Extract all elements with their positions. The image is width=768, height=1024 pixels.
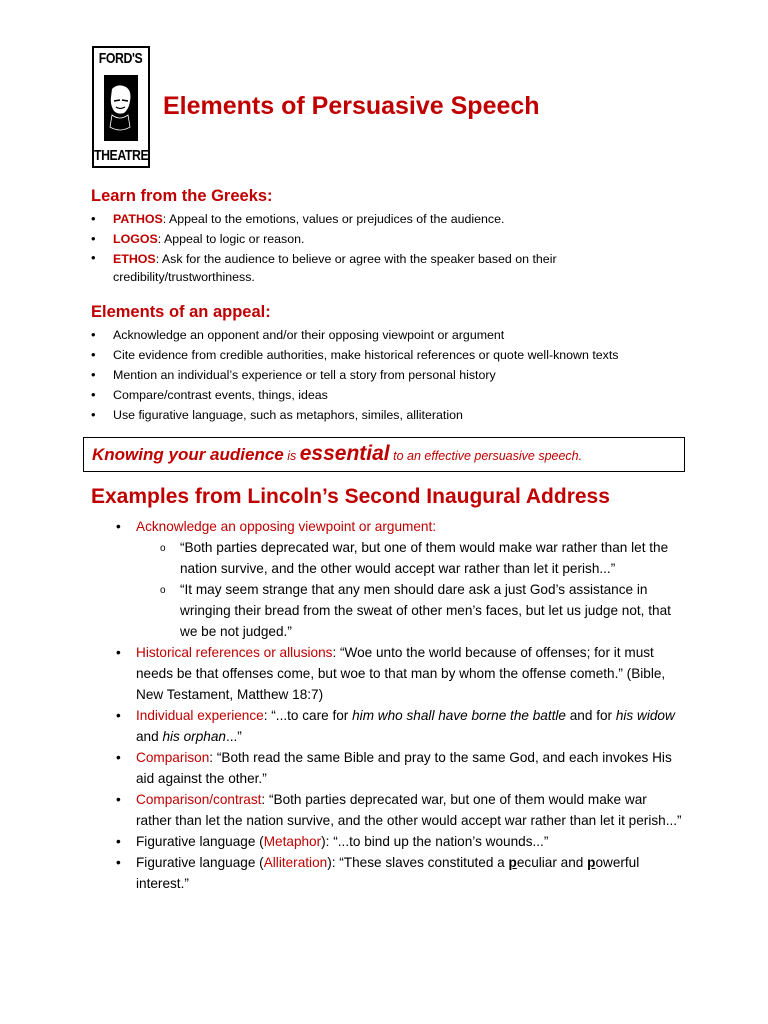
logo-bottom-word: THEATRE (93, 147, 149, 164)
fig2-text-a: Figurative language ( (136, 855, 264, 870)
indiv-text-b: him who shall have borne the battle (352, 708, 566, 723)
logos-text: : Appeal to logic or reason. (157, 232, 305, 246)
ack-colon: : (432, 519, 437, 534)
list-item (116, 852, 686, 894)
fig2-text-c: eculiar and (516, 855, 588, 870)
appeal-heading: Elements of an appeal: (91, 303, 271, 321)
list-item (116, 789, 686, 831)
list-item (116, 705, 686, 747)
indiv-text-e: and (136, 729, 163, 744)
hist-text: : “Woe unto the world because of offenses; for it must needs be that offenses come, but woe to that man by whom the offense cometh.” (Bible, New Testament, Matthew 18:7) (136, 645, 666, 702)
list-item (116, 642, 686, 705)
list-item: • Compare/contrast events, things, ideas (91, 385, 651, 405)
list-item (91, 249, 651, 287)
comp-text: : “Both read the same Bible and pray to the same God, and each invokes His aid against the other.” (136, 750, 672, 786)
callout-box (83, 437, 685, 472)
cc-text: : “Both parties deprecated war, but one of them would make war rather than let the nation survive, and the other would accept war rather than let it perish...” (136, 792, 682, 828)
pathos-text: : Appeal to the emotions, values or prejudices of the audience. (162, 212, 505, 226)
list-item (91, 229, 651, 249)
callout-part4: to an effective persuasive speech. (389, 449, 583, 463)
sub-list-item: o “Both parties deprecated war, but one of them would make war rather than let the nation survive, and the other would accept war rather than let it perish...” (136, 537, 686, 579)
list-item: • Use figurative language, such as metaphors, similes, alliteration (91, 405, 651, 425)
logos-term: LOGOS (113, 232, 158, 246)
greeks-heading: Learn from the Greeks: (91, 187, 273, 205)
fig2-p1: p (508, 855, 517, 870)
list-item (116, 747, 686, 789)
callout-essential: essential (299, 442, 390, 465)
page-title: Elements of Persuasive Speech (163, 92, 540, 120)
list-item (116, 831, 686, 852)
indiv-label: Individual experience (136, 708, 264, 723)
list-item: • Mention an individual’s experience or tell a story from personal history (91, 365, 651, 385)
pathos-term: PATHOS (113, 212, 163, 226)
lincoln-silhouette-icon (98, 71, 144, 145)
appeal-list (91, 325, 651, 425)
sub-list-item: o “It may seem strange that any men should dare ask a just God’s assistance in wringing their bread from the sweat of other men’s faces, but let us judge not, that we be not judged.” (136, 579, 686, 642)
list-item (91, 209, 651, 229)
fig2-p2: p (587, 855, 596, 870)
ack-quotes (136, 537, 686, 642)
ethos-term: ETHOS (113, 252, 156, 266)
logo-top-word: FORD'S (99, 50, 143, 67)
examples-heading: Examples from Lincoln’s Second Inaugural Address (91, 485, 610, 508)
ethos-text: : Ask for the audience to believe or agree with the speaker based on their credibility/trustworthiness. (113, 252, 557, 284)
cc-label: Comparison/contrast (136, 792, 262, 807)
indiv-text-c: and for (565, 708, 616, 723)
indiv-text-d: his widow (615, 708, 675, 723)
examples-list (116, 516, 686, 894)
ack-label: Acknowledge an opposing viewpoint or argument (136, 519, 433, 534)
comp-label: Comparison (136, 750, 210, 765)
hist-label: Historical references or allusions (136, 645, 333, 660)
fig1-text-a: Figurative language ( (136, 834, 264, 849)
fig2-text-d: owerful interest.” (136, 855, 640, 891)
fig1-label: Metaphor (263, 834, 322, 849)
callout-part2: is (283, 449, 300, 463)
list-item: • Cite evidence from credible authorities, make historical references or quote well-known texts (91, 345, 651, 365)
fords-theatre-logo (92, 46, 150, 168)
fig2-text-b: ): “These slaves constituted a (327, 855, 509, 870)
callout-part1: Knowing your audience (92, 445, 284, 464)
indiv-text-g: ...” (225, 729, 242, 744)
fig1-text-b: ): “...to bind up the nation’s wounds...” (321, 834, 549, 849)
fig2-label: Alliteration (263, 855, 328, 870)
indiv-text-a: : “...to care for (263, 708, 353, 723)
list-item: • Acknowledge an opponent and/or their opposing viewpoint or argument (91, 325, 651, 345)
greeks-list (91, 209, 651, 287)
list-item (116, 516, 686, 642)
indiv-text-f: his orphan (162, 729, 226, 744)
